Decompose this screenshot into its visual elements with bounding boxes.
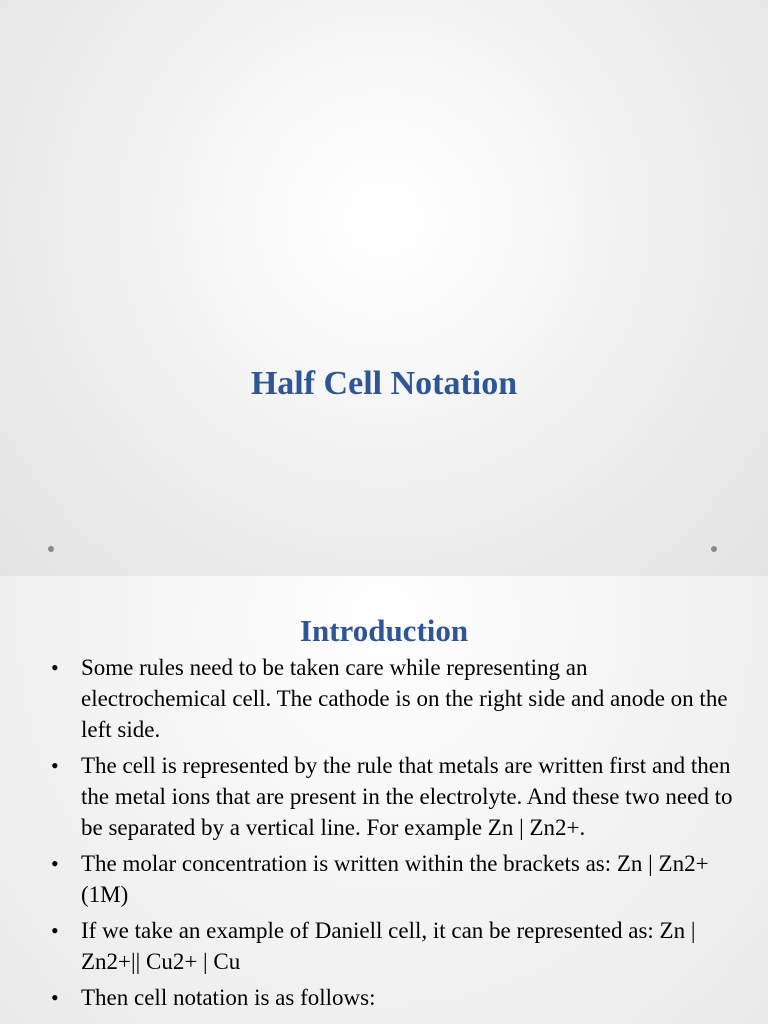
bullet-list bbox=[48, 652, 736, 1018]
bullet-item bbox=[48, 915, 736, 977]
bullet-icon: • bbox=[51, 753, 59, 778]
slide-corner-dot-left bbox=[48, 546, 54, 552]
section-heading: Introduction bbox=[299, 613, 469, 648]
bullet-item bbox=[48, 982, 736, 1013]
bullet-icon: • bbox=[51, 918, 59, 943]
bullet-item bbox=[48, 750, 736, 843]
bullet-text: The molar concentration is written within the brackets as: Zn | Zn2+(1M) bbox=[81, 851, 709, 907]
bullet-icon: • bbox=[51, 851, 59, 876]
slide-title: Half Cell Notation bbox=[250, 365, 518, 402]
bullet-text: Some rules need to be taken care while representing an electrochemical cell. The cathode is on the right side and anode on the left side. bbox=[81, 655, 728, 742]
introduction-slide bbox=[0, 576, 768, 1024]
bullet-text: If we take an example of Daniell cell, it can be represented as: Zn | Zn2+|| Cu2+ | Cu bbox=[81, 918, 696, 974]
slide-corner-dot-right bbox=[711, 546, 717, 552]
bullet-item bbox=[48, 652, 736, 745]
bullet-text: Then cell notation is as follows: bbox=[81, 985, 376, 1010]
bullet-item bbox=[48, 848, 736, 910]
bullet-icon: • bbox=[51, 655, 59, 680]
bullet-icon: • bbox=[51, 985, 59, 1010]
bullet-text: The cell is represented by the rule that metals are written first and then the metal ions that are present in the electrolyte. And these two need to be separated by a vertical line. For example Zn | Zn2+. bbox=[81, 753, 733, 840]
